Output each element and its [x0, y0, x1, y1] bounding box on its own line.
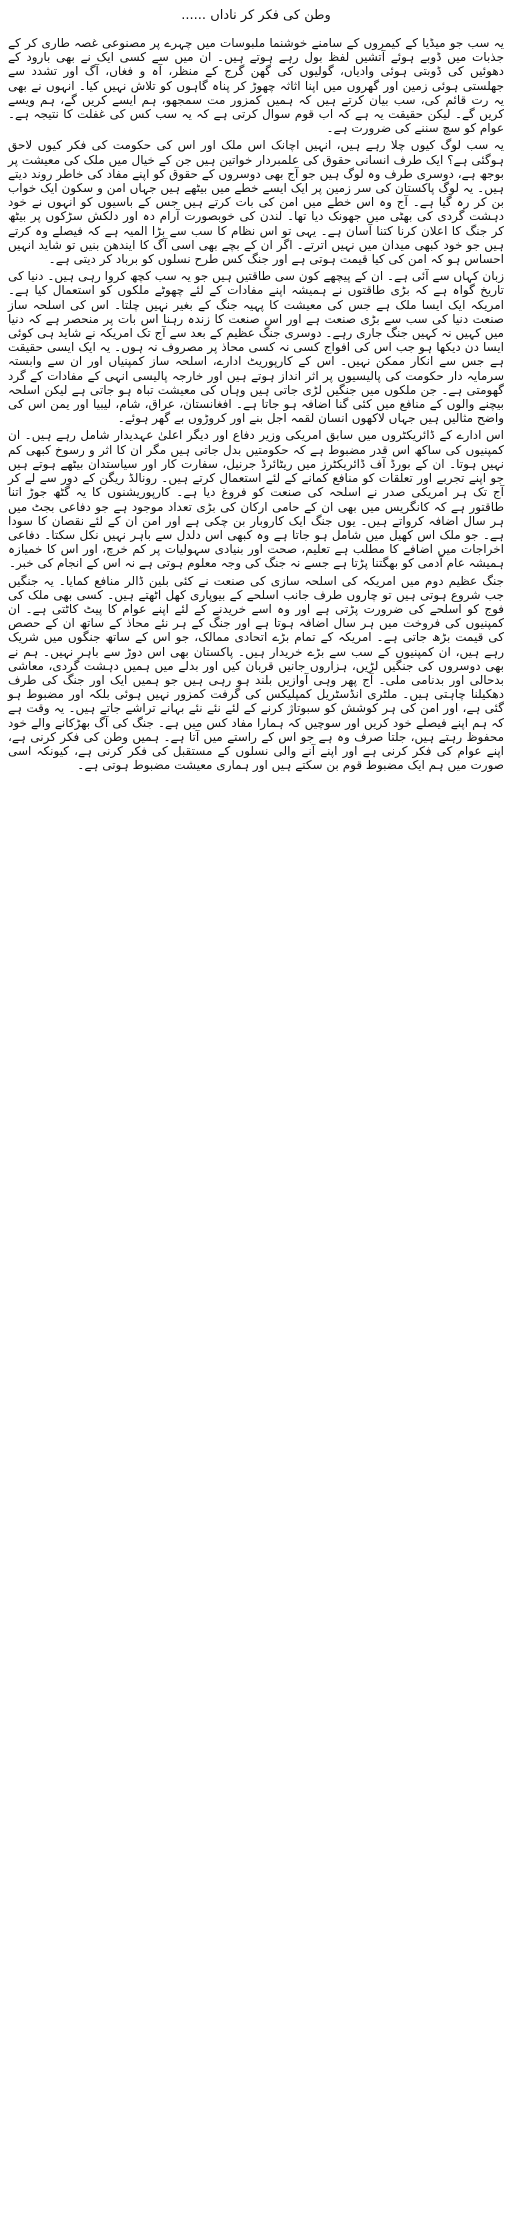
article-paragraph-5: جنگ عظیم دوم میں امریکہ کی اسلحہ سازی کی صنعت نے کئی بلین ڈالر منافع کمایا۔ یہ جنگیں جب شروع ہوتی ہیں تو چاروں طرف جانب اسلحے کے بیوپاری کھل اٹھتے ہیں۔ کسی بھی ملک کی فوج کو اسلحے کی ضرورت پڑتی ہے اور وہ اسے خریدنے کے لئے اپنے عوام کا پیٹ کاٹتی ہے۔ ان کمپنیوں کی فروخت میں ہر سال اضافہ ہوتا ہے اور جنگ کے ہر نئے محاذ کے ساتھ ان کے حصص کی قیمت بڑھ جاتی ہے۔ امریکہ کے تمام بڑے اتحادی ممالک، جو اس کے ساتھ جنگوں میں شریک رہے ہیں، ان کمپنیوں کے سب سے بڑے خریدار ہیں۔ پاکستان بھی اس دوڑ سے باہر نہیں۔ ہم نے بھی دوسروں کی جنگیں لڑیں، ہزاروں جانیں قربان کیں اور بدلے میں ہمیں دہشت گردی، معاشی بدحالی اور بدنامی ملی۔ آج پھر وہی آوازیں بلند ہو رہی ہیں جو ہمیں ایک اور جنگ کی طرف دھکیلنا چاہتی ہیں۔ ملٹری انڈسٹریل کمپلیکس کی گرفت کمزور نہیں ہوئی بلکہ اور مضبوط ہو گئی ہے، اور امن کی ہر کوشش کو سبوتاژ کرنے کے لئے نئے نئے بہانے تراشے جاتے ہیں۔ یہ وقت ہے کہ ہم اپنے فیصلے خود کریں اور سوچیں کہ ہمارا مفاد کس میں ہے۔ جنگ کی آگ بھڑکانے والے خود محفوظ رہتے ہیں، جلتا صرف وہ ہے جو اس کے راستے میں آتا ہے۔ ہمیں وطن کی فکر کرنی ہے، اپنے عوام کی فکر کرنی ہے اور اپنے آنے والی نسلوں کے مستقبل کی فکر کرنی ہے، کیونکہ اسی صورت میں ہم ایک مضبوط قوم بن سکتے ہیں اور ہماری معیشت مضبوط ہوتی ہے۔ — [8, 573, 504, 773]
article-paragraph-2: یہ سب لوگ کیوں چلا رہے ہیں، انہیں اچانک اس ملک اور اس کی حکومت کی فکر کیوں لاحق ہوگئی ہے؟ ایک طرف انسانی حقوق کی علمبردار خواتین ہیں جن کے خیال میں ملک کی معیشت پر بوجھ ہے، دوسری طرف وہ لوگ ہیں جو آج بھی دوسروں کے حقوق کو اپنے مفاد کی خاطر روند دیتے ہیں۔ یہ لوگ پاکستان کی سر زمین پر ایک ایسے خطے میں بیٹھے ہیں جہاں امن و سکون ایک خواب بن کر رہ گیا ہے۔ آج وہ اس خطے میں امن کی بات کرتے ہیں جس کے باسیوں کو انہوں نے خود دہشت گردی کی بھٹی میں جھونک دیا تھا۔ لندن کی خوبصورت آرام دہ اور دلکش سڑکوں پر بیٹھ کر جنگ کا اعلان کرنا کتنا آسان ہے۔ یہی تو اس نظام کا سب سے بڑا المیہ ہے کہ فیصلے وہ کرتے ہیں جو خود کبھی میدان میں نہیں اترتے۔ اگر ان کے بچے بھی اسی آگ کا ایندھن بنیں تو شاید انہیں احساس ہو کہ امن کی کیا قیمت ہوتی ہے اور جنگ کس طرح نسلوں کو برباد کر دیتی ہے۔ — [8, 138, 504, 267]
article-paragraph-3: زبان کہاں سے آئی ہے۔ ان کے پیچھے کون سی طاقتیں ہیں جو یہ سب کچھ کروا رہی ہیں۔ دنیا کی تاریخ گواہ ہے کہ بڑی طاقتوں نے ہمیشہ اپنے مفادات کے لئے چھوٹے ملکوں کو استعمال کیا ہے۔ امریکہ ایک ایسا ملک ہے جس کی معیشت کا پہیہ جنگ کے بغیر نہیں چلتا۔ اس کی اسلحہ ساز صنعت دنیا کی سب سے بڑی صنعت ہے اور اس صنعت کا زندہ رہنا اس بات پر منحصر ہے کہ دنیا میں کہیں نہ کہیں جنگ جاری رہے۔ دوسری جنگ عظیم کے بعد سے آج تک امریکہ نے شاید ہی کوئی ایسا دن دیکھا ہو جب اس کی افواج کسی نہ کسی محاذ پر مصروف نہ ہوں۔ یہ ایک ایسی حقیقت ہے جس سے انکار ممکن نہیں۔ اس کے کارپوریٹ ادارے، اسلحہ ساز کمپنیاں اور ان سے وابستہ سرمایہ دار حکومت کی پالیسیوں پر اثر انداز ہوتے ہیں اور خارجہ پالیسی انہی کے مفادات کے گرد گھومتی ہے۔ جن ملکوں میں جنگیں لڑی جاتی ہیں وہاں کی معیشت تباہ ہو جاتی ہے لیکن اسلحہ بیچنے والوں کے منافع میں کئی گنا اضافہ ہو جاتا ہے۔ افغانستان، عراق، شام، لیبیا اور یمن اس کی واضح مثالیں ہیں جہاں لاکھوں انسان لقمہ اجل بنے اور کروڑوں بے گھر ہوئے۔ — [8, 269, 504, 426]
article-paragraph-4: اس ادارے کے ڈائریکٹروں میں سابق امریکی وزیر دفاع اور دیگر اعلیٰ عہدیدار شامل رہے ہیں۔ ان کمپنیوں کی ساکھ اس قدر مضبوط ہے کہ حکومتیں بدل جاتی ہیں مگر ان کا اثر و رسوخ کبھی کم نہیں ہوتا۔ ان کے بورڈ آف ڈائریکٹرز میں ریٹائرڈ جرنیل، سفارت کار اور سیاستدان بیٹھے ہوتے ہیں جو اپنے تجربے اور تعلقات کو منافع کمانے کے لئے استعمال کرتے ہیں۔ رونالڈ ریگن کے دور سے لے کر آج تک ہر امریکی صدر نے اسلحہ کی صنعت کو فروغ دیا ہے۔ کارپوریشنوں کا یہ گٹھ جوڑ اتنا طاقتور ہے کہ کانگریس میں بھی ان کے حامی ارکان کی بڑی تعداد موجود ہے جو دفاعی بجٹ میں ہر سال اضافہ کرواتے ہیں۔ یوں جنگ ایک کاروبار بن چکی ہے اور امن ان کے لئے نقصان کا سودا ہے۔ جو ملک اس کھیل میں شامل ہو جاتا ہے وہ کبھی اس دلدل سے باہر نہیں نکل سکتا۔ دفاعی اخراجات میں اضافے کا مطلب ہے تعلیم، صحت اور بنیادی سہولیات پر کم خرچ، اور اس کا خمیازہ ہمیشہ عام آدمی کو بھگتنا پڑتا ہے جسے نہ جنگ کی وجہ معلوم ہوتی ہے نہ اس کے انجام کی خبر۔ — [8, 428, 504, 571]
article-title: وطن کی فکر کر ناداں ...... — [181, 8, 331, 23]
article-paragraph-1: یہ سب جو میڈیا کے کیمروں کے سامنے خوشنما ملبوسات میں چہرے پر مصنوعی غصہ طاری کر کے جذبات میں ڈوبے ہوئے آتشیں لفظ بول رہے ہوتے ہیں۔ ان میں سے کسی ایک نے بھی بارود کے دھوئیں کی ڈوبتی ہوئی وادیاں، گولیوں کی گھن گرج کے منظر، آہ و فغاں، آگ اور تشدد سے جھلستی ہوئی زمین اور گھروں میں اپنا اثاثہ چھوڑ کر پناہ گاہوں کو تلاش نہیں کیا۔ انہوں نے بھی یہ رت قائم کی، سب بیان کرتے ہیں کہ ہمیں کمزور مت سمجھو، ہم ایسے کریں گے، ہم ویسے کریں گے۔ لیکن حقیقت یہ ہے کہ اب قوم سوال کرتی ہے کہ یہ سب کس کی غفلت کا نتیجہ ہے۔ عوام کو سچ سننے کی ضرورت ہے۔ — [8, 36, 504, 136]
